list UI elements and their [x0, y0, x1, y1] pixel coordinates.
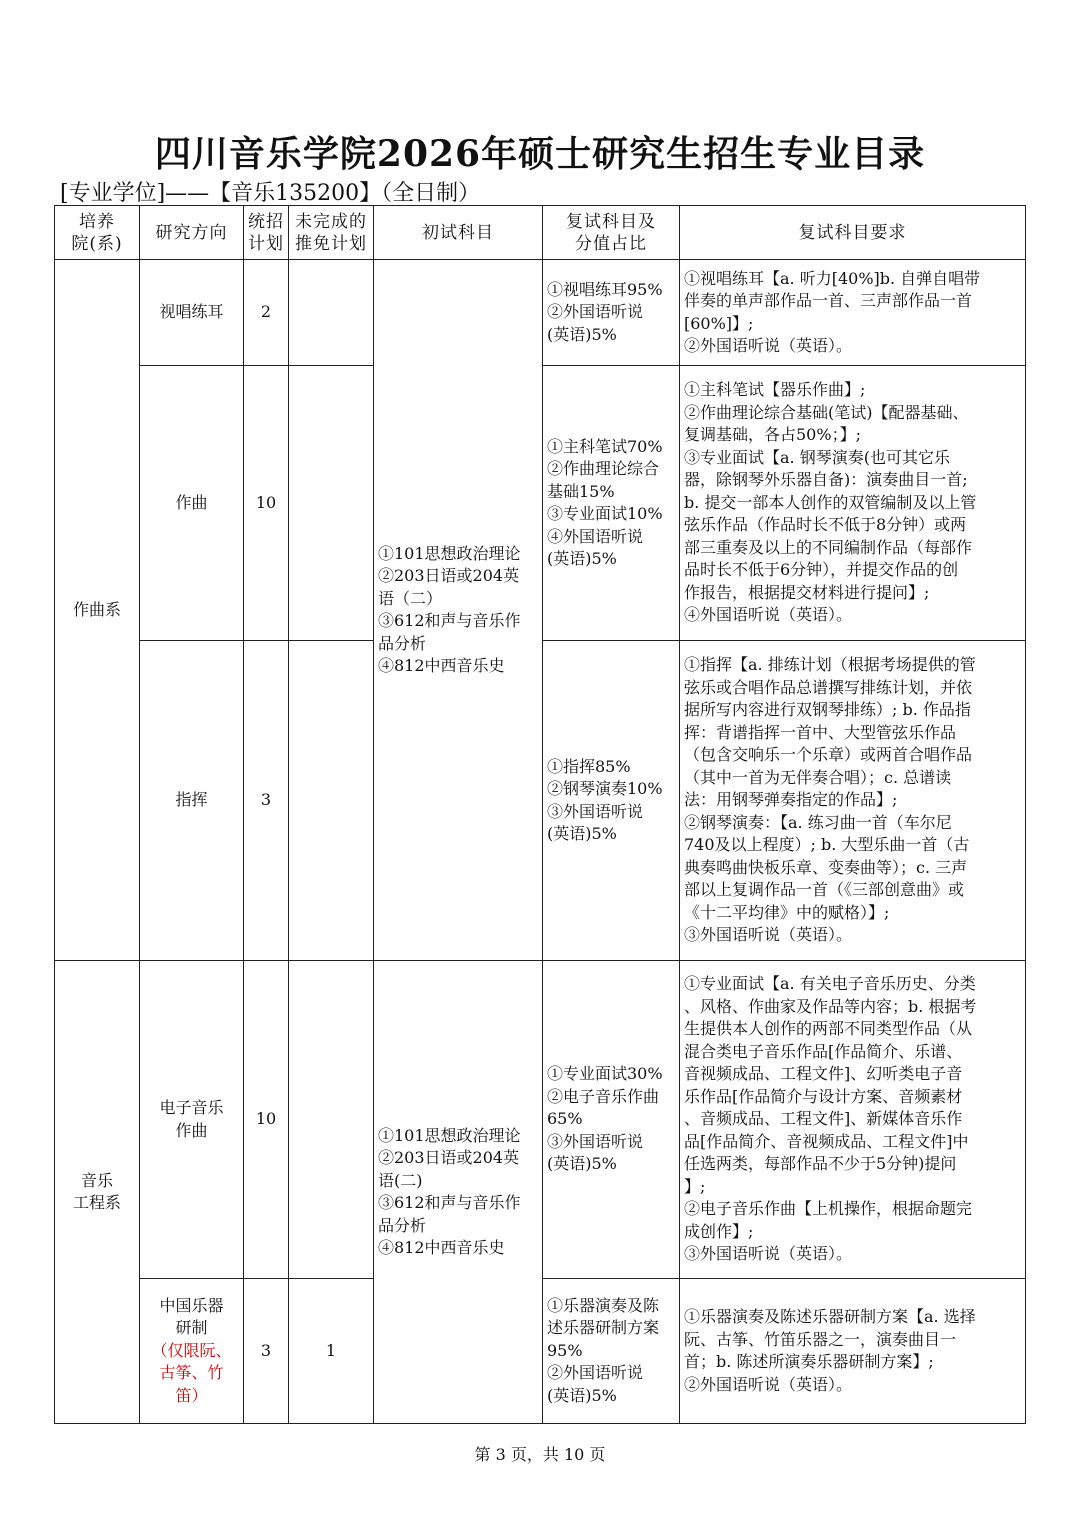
- exempt-cell: [289, 366, 374, 641]
- direction-cell: 视唱练耳: [140, 260, 244, 366]
- direction-note: 笛）: [175, 1385, 208, 1405]
- direction-cell: 中国乐器 研制 （仅限阮、 古筝、竹 笛）: [140, 1279, 244, 1424]
- plan-cell: 2: [244, 260, 289, 366]
- direction-note: （仅限阮、: [151, 1340, 232, 1360]
- direction-cell: 作曲: [140, 366, 244, 641]
- retest-cell: ①主科笔试70% ②作曲理论综合 基础15% ③专业面试10% ④外国语听说 (英语)5%: [543, 366, 680, 641]
- college-cell: 音乐 工程系: [55, 961, 140, 1424]
- table-row: [55, 961, 1026, 1279]
- header-row: [55, 206, 1026, 260]
- degree-subtitle: [专业学位]——【音乐135200】（全日制）: [60, 181, 481, 206]
- retest-cell: ①专业面试30% ②电子音乐作曲 65% ③外国语听说 (英语)5%: [543, 961, 680, 1279]
- college-cell: 作曲系: [55, 260, 140, 961]
- requirements-cell: ①乐器演奏及陈述乐器研制方案【a. 选择 阮、古筝、竹笛乐器之一，演奏曲目一 首；b. 陈述所演奏乐器研制方案】; ②外国语听说（英语）。: [680, 1279, 1026, 1424]
- plan-cell: 3: [244, 1279, 289, 1424]
- initial-subjects-cell: ①101思想政治理论 ②203日语或204英 语（二） ③612和声与音乐作 品分析 ④812中西音乐史: [374, 260, 543, 961]
- direction-cell: 电子音乐 作曲: [140, 961, 244, 1279]
- plan-cell: 10: [244, 366, 289, 641]
- requirements-cell: ①专业面试【a. 有关电子音乐历史、分类 、风格、作曲家及作品等内容；b. 根据考 生提供本人创作的两部不同类型作品（从 混合类电子音乐作品[作品简介、乐谱、 音视频成品、工程文件]、幻听类电子音 乐作品[作品简介与设计方案、音频素材 、音频成品、工程文件]、新媒体音乐作 品[作品简介、音视频成品、工程文件]中 任选两类，每部作品不少于5分钟)提问 】; ②电子音乐作曲【上机操作，根据命题完 成创作】; ③外国语听说（英语）。: [680, 961, 1026, 1279]
- retest-cell: ①指挥85% ②钢琴演奏10% ③外国语听说 (英语)5%: [543, 641, 680, 961]
- direction-note: 古筝、竹: [159, 1363, 224, 1383]
- exempt-cell: [289, 260, 374, 366]
- header-exempt: 未完成的 推免计划: [289, 206, 374, 260]
- requirements-cell: ①主科笔试【器乐作曲】; ②作曲理论综合基础(笔试)【配器基础、 复调基础，各占50%；】; ③专业面试【a. 钢琴演奏(也可其它乐 器，除钢琴外乐器自备)：演奏曲目一首; b. 提交一部本人创作的双管编制及以上管 弦乐作品（作品时长不低于8分钟）或两 部三重奏及以上的不同编制作品（每部作 品时长不低于6分钟），并提交作品的创 作报告，根据提交材料进行提问】; ④外国语听说（英语）。: [680, 366, 1026, 641]
- exempt-cell: [289, 641, 374, 961]
- header-requirements: 复试科目要求: [680, 206, 1026, 260]
- requirements-cell: ①视唱练耳【a. 听力[40%]b. 自弹自唱带 伴奏的单声部作品一首、三声部作品一首 [60%]】; ②外国语听说（英语）。: [680, 260, 1026, 366]
- plan-cell: 3: [244, 641, 289, 961]
- page-title: 四川音乐学院2026年硕士研究生招生专业目录: [154, 133, 926, 175]
- retest-cell: ①乐器演奏及陈 述乐器研制方案 95% ②外国语听说 (英语)5%: [543, 1279, 680, 1424]
- catalog-table: [54, 205, 1026, 1424]
- exempt-cell: [289, 961, 374, 1279]
- header-retest: 复试科目及 分值占比: [543, 206, 680, 260]
- header-initial: 初试科目: [374, 206, 543, 260]
- header-college: 培养 院(系): [55, 206, 140, 260]
- exempt-cell: 1: [289, 1279, 374, 1424]
- header-plan: 统招 计划: [244, 206, 289, 260]
- table-row: [55, 260, 1026, 366]
- page-footer: 第 3 页，共 10 页: [474, 1445, 606, 1464]
- initial-subjects-cell: ①101思想政治理论 ②203日语或204英 语(二) ③612和声与音乐作 品分析 ④812中西音乐史: [374, 961, 543, 1424]
- direction-cell: 指挥: [140, 641, 244, 961]
- header-direction: 研究方向: [140, 206, 244, 260]
- retest-cell: ①视唱练耳95% ②外国语听说 (英语)5%: [543, 260, 680, 366]
- plan-cell: 10: [244, 961, 289, 1279]
- requirements-cell: ①指挥【a. 排练计划（根据考场提供的管 弦乐或合唱作品总谱撰写排练计划，并依 据所写内容进行双钢琴排练）; b. 作品指 挥：背谱指挥一首中、大型管弦乐作品 （包含交响乐一个乐章）或两首合唱作品 （其中一首为无伴奏合唱）；c. 总谱读 法：用钢琴弹奏指定的作品】; ②钢琴演奏：【a. 练习曲一首（车尔尼 740及以上程度）; b. 大型乐曲一首（古 典奏鸣曲快板乐章、变奏曲等）；c. 三声 部以上复调作品一首（《三部创意曲》或 《十二平均律》中的赋格）】; ③外国语听说（英语）。: [680, 641, 1026, 961]
